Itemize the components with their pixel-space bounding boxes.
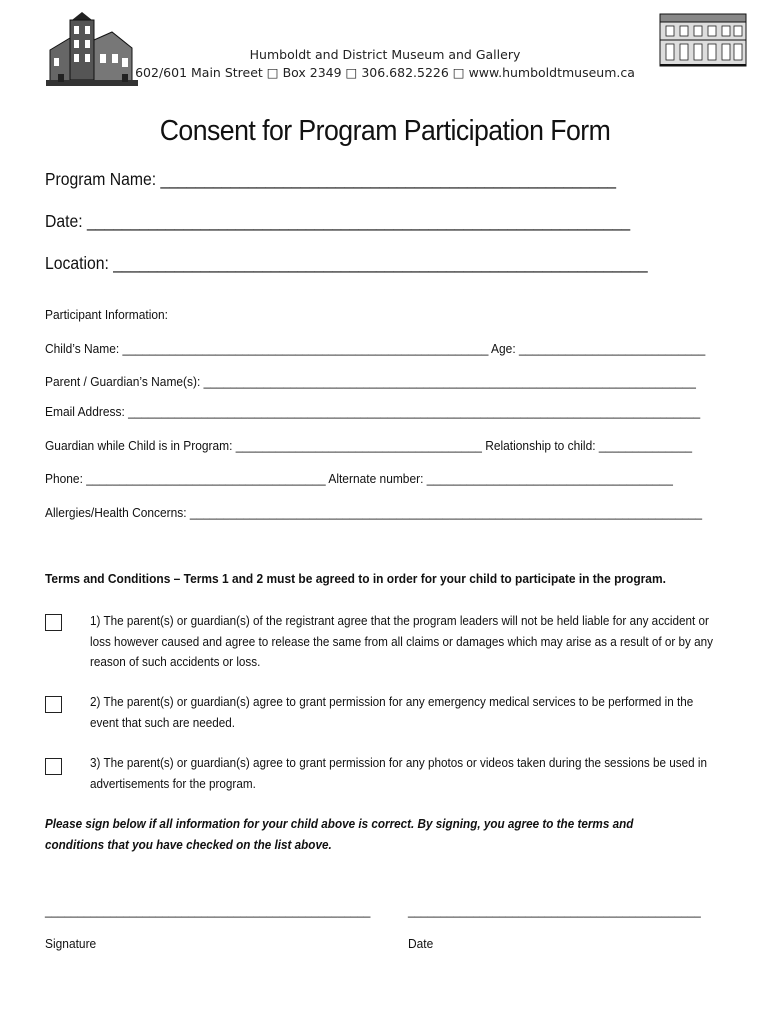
- email-field[interactable]: Email Address: ______________________________________________________________________________________: [45, 404, 701, 419]
- allergies-field[interactable]: Allergies/Health Concerns: _____________________________________________________________________________: [45, 505, 703, 520]
- program-name-field[interactable]: Program Name: ____________________________________________________: [45, 169, 617, 189]
- phone-field[interactable]: Phone: ____________________________________ Alternate number: _____________________________________: [45, 471, 673, 486]
- term-1-checkbox[interactable]: [45, 614, 62, 631]
- term-3-checkbox[interactable]: [45, 758, 62, 775]
- org-name: Humboldt and District Museum and Gallery: [249, 47, 521, 62]
- term-3-text: 3) The parent(s) or guardian(s) agree to grant permission for any photos or videos taken during the sessions be used in advertisements for the program.: [90, 755, 707, 791]
- page-title: Consent for Program Participation Form: [159, 115, 611, 147]
- location-field[interactable]: Location: _____________________________________________________________: [45, 253, 648, 273]
- parent-name-field[interactable]: Parent / Guardian’s Name(s): __________________________________________________________________________: [45, 374, 696, 389]
- date-field[interactable]: Date: ______________________________________________________________: [45, 211, 631, 231]
- term-2-checkbox[interactable]: [45, 696, 62, 713]
- date-label: Date: [408, 936, 434, 951]
- term-2-text: 2) The parent(s) or guardian(s) agree to grant permission for any emergency medical services to be performed in the event that such are needed.: [90, 694, 694, 730]
- childs-name-field[interactable]: Child’s Name: _______________________________________________________ Age: ____________________________: [45, 341, 706, 356]
- guardian-field[interactable]: Guardian while Child is in Program: _____________________________________ Relationship to child: ______________: [45, 438, 693, 453]
- signature-label: Signature: [45, 936, 97, 951]
- signature-line[interactable]: __________________________________________________: [45, 903, 371, 918]
- term-1-text: 1) The parent(s) or guardian(s) of the registrant agree that the program leaders will not be held liable for any accident or loss however caused and agree to release the same from all claims or damages which may arise as a result of or by any reason of such accidents or loss.: [90, 613, 713, 669]
- participant-heading: Participant Information:: [45, 307, 168, 322]
- sign-note: Please sign below if all information for your child above is correct. By signing, you agree to the terms and conditions that you have checked on the list above.: [45, 816, 634, 852]
- signature-date-line[interactable]: _____________________________________________: [408, 903, 701, 918]
- terms-heading: Terms and Conditions – Terms 1 and 2 must be agreed to in order for your child to participate in the program.: [45, 571, 666, 586]
- contact-line: 602/601 Main Street □ Box 2349 □ 306.682.5226 □ www.humboldtmuseum.ca: [135, 65, 635, 80]
